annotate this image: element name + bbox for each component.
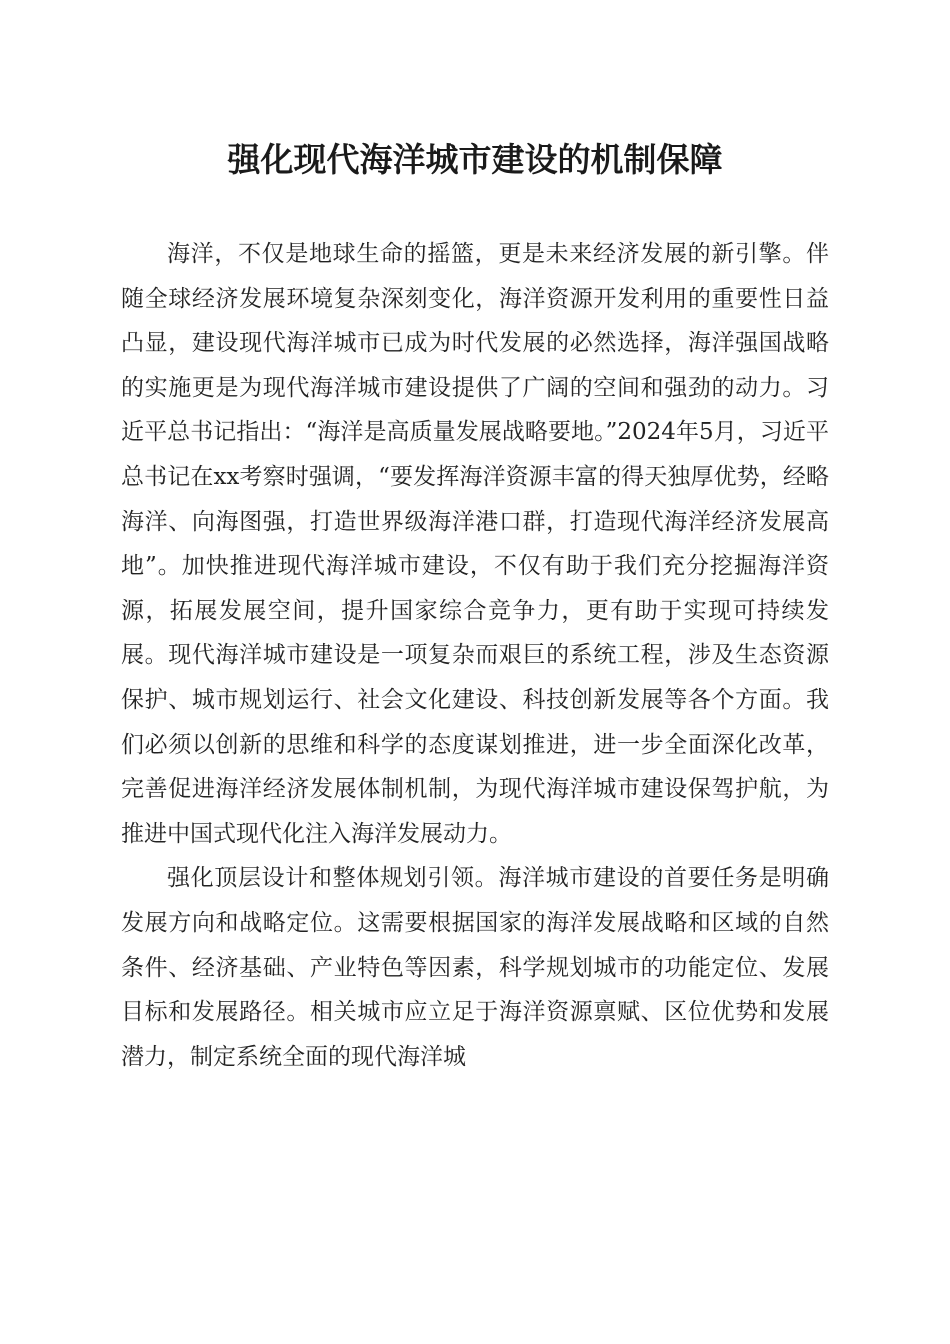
document-title: 强化现代海洋城市建设的机制保障 <box>227 140 723 179</box>
paragraph-intro: 海洋，不仅是地球生命的摇篮，更是未来经济发展的新引擎。伴随全球经济发展环境复杂深刻变化，海洋资源开发利用的重要性日益凸显，建设现代海洋城市已成为时代发展的必然选择，海洋强国战略的实施更是为现代海洋城市建设提供了广阔的空间和强劲的动力。习近平总书记指出：“海洋是高质量发展战略要地。”2024年5月，习近平总书记在xx考察时强调，“要发挥海洋资源丰富的得天独厚优势，经略海洋、向海图强，打造世界级海洋港口群，打造现代海洋经济发展高地”。加快推进现代海洋城市建设，不仅有助于我们充分挖掘海洋资源，拓展发展空间，提升国家综合竞争力，更有助于实现可持续发展。现代海洋城市建设是一项复杂而艰巨的系统工程，涉及生态资源保护、城市规划运行、社会文化建设、科技创新发展等各个方面。我们必须以创新的思维和科学的态度谋划推进，进一步全面深化改革，完善促进海洋经济发展体制机制，为现代海洋城市建设保驾护航，为推进中国式现代化注入海洋发展动力。 <box>121 241 829 847</box>
paragraph-top-level-design: 强化顶层设计和整体规划引领。海洋城市建设的首要任务是明确发展方向和战略定位。这需要根据国家的海洋发展战略和区域的自然条件、经济基础、产业特色等因素，科学规划城市的功能定位、发展目标和发展路径。相关城市应立足于海洋资源禀赋、区位优势和发展潜力，制定系统全面的现代海洋城 <box>121 865 829 1070</box>
document-body <box>121 232 829 1079</box>
